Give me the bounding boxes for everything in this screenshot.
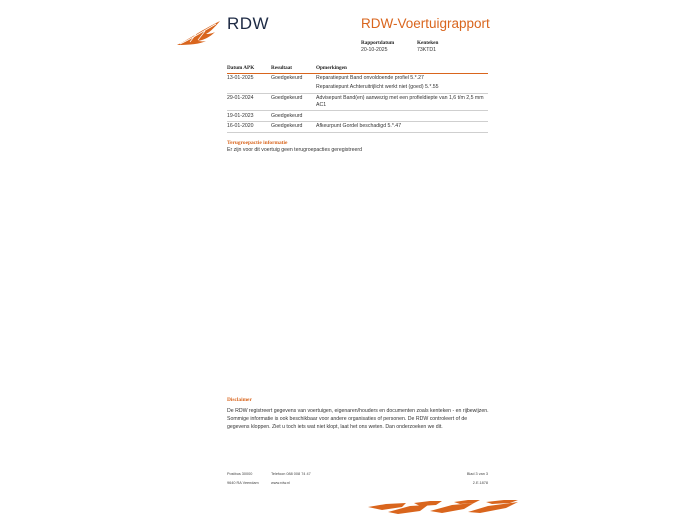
rapportdatum-label: Rapportdatum <box>361 40 395 46</box>
cell-datum: 19-01-2023 <box>227 111 271 122</box>
table-header-row <box>227 64 488 73</box>
footer-website[interactable]: www.rdw.nl <box>271 480 290 485</box>
footer-blad: Blad 3 van 3 <box>466 472 488 476</box>
table-row <box>227 93 488 111</box>
rdw-feather-logo-icon <box>176 20 222 46</box>
footer-contact <box>271 470 311 487</box>
kenteken-block <box>417 40 438 54</box>
kenteken-value: 73KTD1 <box>417 47 437 53</box>
cell-resultaat: Goedgekeurd <box>271 122 316 133</box>
cell-opmerking: Afkeurpunt Gordel beschadigd 5.*.47 <box>316 122 488 133</box>
table-row <box>227 111 488 122</box>
table-row <box>227 122 488 133</box>
footer-postbus: Postbus 30000 <box>227 472 253 476</box>
document-title: RDW-Voertuigrapport <box>361 16 490 31</box>
column-header-datum: Datum APK <box>227 64 271 73</box>
kenteken-label: Kenteken <box>417 40 439 46</box>
brand-name: RDW <box>227 14 270 33</box>
cell-opmerking: Reparatiepunt Achteruitrijlicht werkt niet (goed) 5.*.55 <box>316 83 488 93</box>
footer-page-info <box>444 470 488 487</box>
apk-history-table <box>227 64 488 133</box>
cell-opmerking: Advisepunt Band(en) aanwezig met een profieldiepte van 1,6 t/m 2,5 mm AC1 <box>316 93 488 111</box>
disclaimer-text: De RDW registreert gegevens van voertuigen, eigenaren/houders en documenten zoals kenteken - en rijbewijzen. Sommige informatie is ook beschikbaar voor andere organisaties of personen. De RDW controleert of de gegevens kloppen. Ziet u toch iets wat niet klopt, laat het ons weten. Dan onderzoeken we dit. <box>227 408 489 431</box>
rdw-footer-stripes-icon <box>368 498 528 514</box>
footer-address <box>227 470 259 487</box>
terugroep-text: Er zijn voor dit voertuig geen terugroepacties geregistreerd <box>227 147 362 153</box>
column-header-opmerkingen: Opmerkingen <box>316 64 488 73</box>
cell-resultaat: Goedgekeurd <box>271 74 303 81</box>
cell-datum: 29-01-2024 <box>227 93 271 111</box>
footer-plaats: 9640 RA Veendam <box>227 480 259 485</box>
disclaimer-title: Disclaimer <box>227 397 252 403</box>
footer-code: 2.E.1878 <box>472 480 488 485</box>
cell-resultaat: Goedgekeurd <box>271 111 316 122</box>
cell-opmerking <box>316 111 488 122</box>
cell-datum: 13-01-2025 <box>227 74 254 81</box>
footer-telefoon: Telefoon 088 008 74 47 <box>271 472 311 476</box>
cell-datum: 16-01-2020 <box>227 122 271 133</box>
table-row <box>227 73 488 83</box>
cell-datum <box>227 83 271 93</box>
rapportdatum-block <box>361 40 394 54</box>
cell-resultaat: Goedgekeurd <box>271 93 316 111</box>
column-header-resultaat: Resultaat <box>271 64 316 73</box>
table-row <box>227 83 488 93</box>
terugroep-title: Terugroepactie informatie <box>227 140 288 146</box>
cell-resultaat <box>271 83 316 93</box>
rapportdatum-value: 20-10-2025 <box>361 47 388 53</box>
cell-opmerking: Reparatiepunt Band onvoldoende profiel 5.*.27 <box>316 74 424 81</box>
